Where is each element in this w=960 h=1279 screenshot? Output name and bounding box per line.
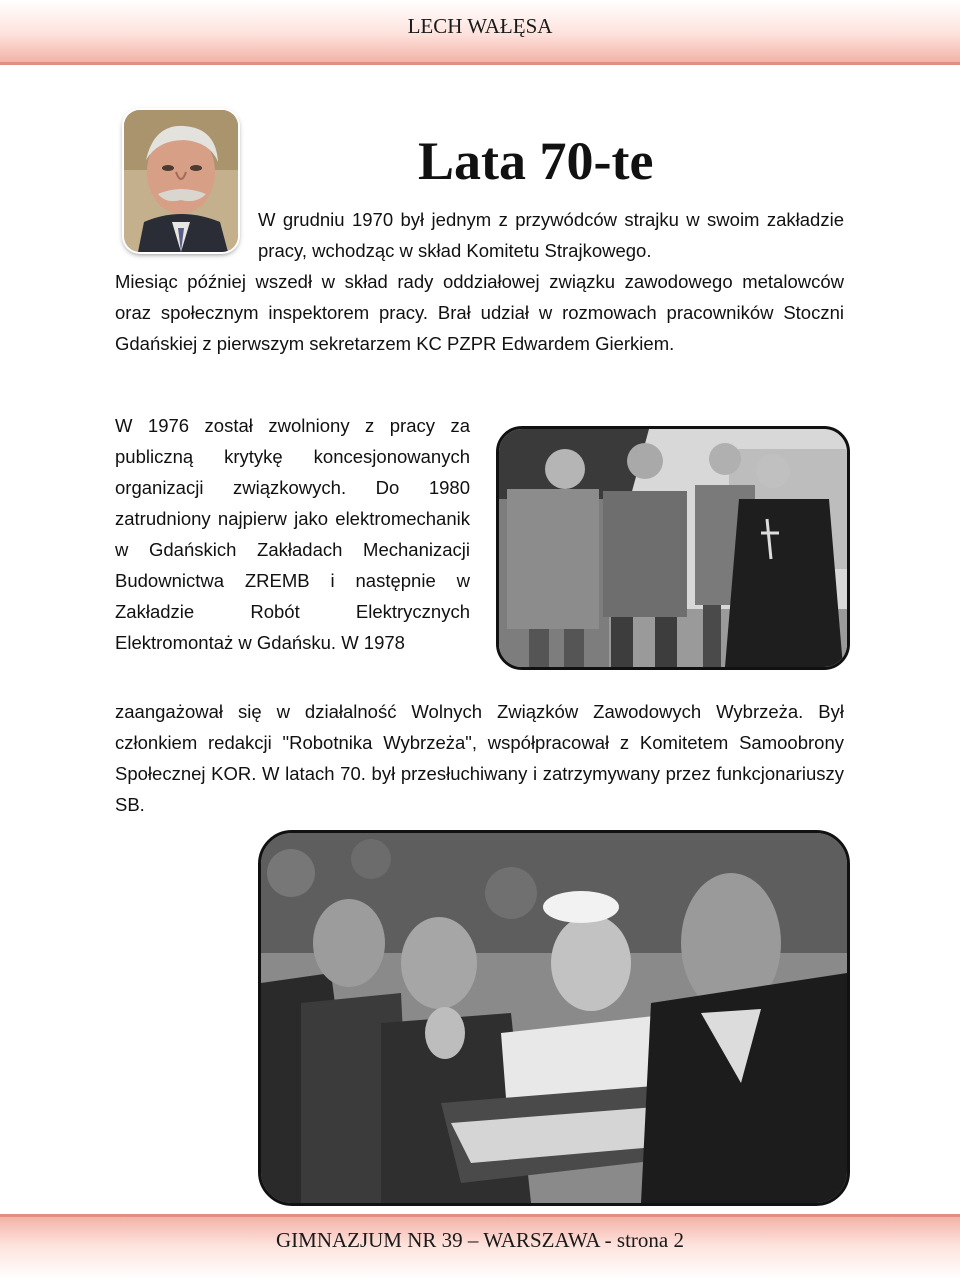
paragraph-1-rest: Miesiąc później wszedł w skład rady oddziałowej związku zawodowego metalowców oraz społecznym inspektorem pracy. Brał udział w rozmowach pracowników Stoczni Gdańskiej z pierwszym sekretarzem KC PZPR Edwardem Gierkiem.	[115, 271, 844, 354]
paragraph-1-start: W grudniu 1970 był jednym z przywódców strajku w swoim zakładzie pracy, wchodząc w skład Komitetu Strajkowego.	[258, 209, 844, 261]
paragraph-2-rest: zaangażował się w działalność Wolnych Związków Zawodowych Wybrzeża. Był członkiem redakcji "Robotnika Wybrzeża", współpracował z Komitetem Samoobrony Społecznej KOR. W latach 70. był przesłuchiwany i zatrzymywany przez funkcjonariuszy SB.	[115, 701, 844, 815]
group-photo	[496, 426, 850, 670]
page-footer	[0, 1214, 960, 1279]
page-header	[0, 0, 960, 65]
portrait-photo	[124, 110, 238, 252]
pope-photo	[258, 830, 850, 1206]
header-title: LECH WAŁĘSA	[407, 14, 553, 38]
paragraph-2-start: W 1976 został zwolniony z pracy za publiczną krytykę koncesjonowanych organizacji związkowych. Do 1980 zatrudniony najpierw jako elektromechanik w Gdańskich Zakładach Mechanizacji Budownictwa ZREMB i następnie w Zakładzie Robót Elektrycznych Elektromontaż w Gdańsku. W 1978	[115, 415, 470, 653]
footer-text: GIMNAZJUM NR 39 – WARSZAWA - strona 2	[275, 1228, 684, 1252]
page-title: Lata 70-te	[418, 131, 654, 191]
